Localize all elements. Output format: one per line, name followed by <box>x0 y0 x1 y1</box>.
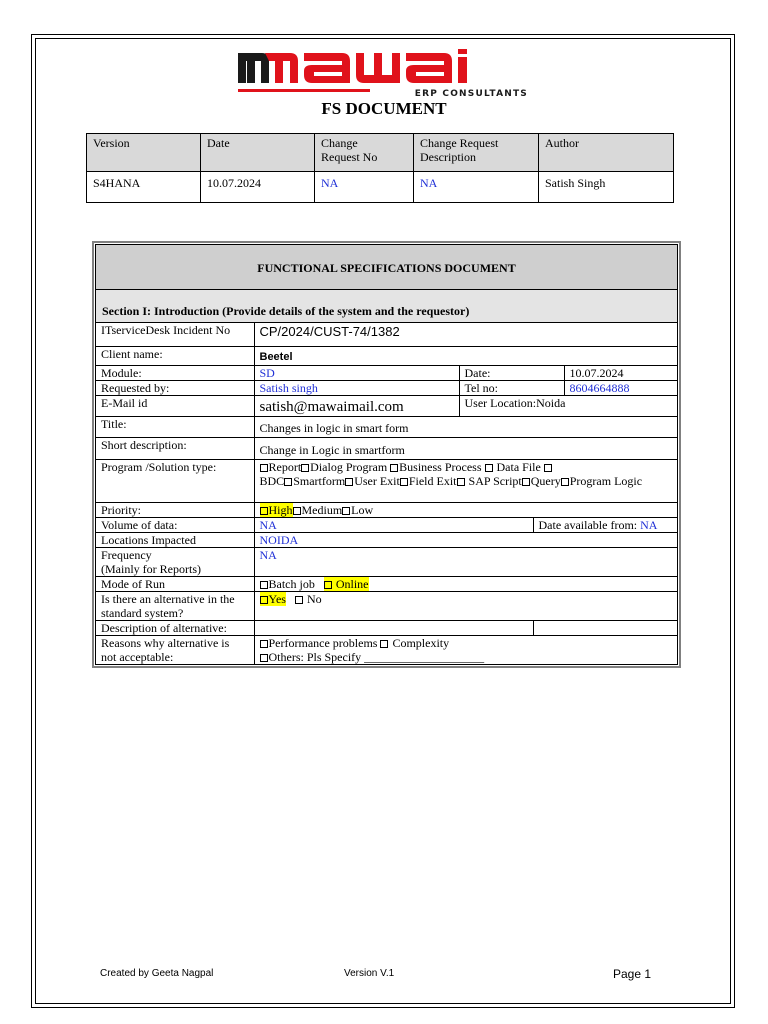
mode-label: Mode of Run <box>96 576 254 591</box>
footer-version: Version V.1 <box>344 968 395 979</box>
row-frequency <box>96 547 677 576</box>
alternative-label: Is there an alternative in the standard system? <box>96 591 254 620</box>
row-mode <box>96 576 677 591</box>
short-label: Short description: <box>96 437 254 459</box>
row-requested <box>96 380 677 395</box>
priority-label: Priority: <box>96 502 254 517</box>
header-change-request-description: Change Request Description <box>414 134 539 172</box>
header-change-request-no: Change Request No <box>315 134 414 172</box>
checkbox-query[interactable] <box>561 478 569 486</box>
version-table <box>86 133 674 203</box>
checkbox-field-exit[interactable] <box>457 478 465 486</box>
row-client <box>96 346 677 365</box>
checkbox-report[interactable] <box>260 464 268 472</box>
reasons-options: Performance problems Complexity Others: Pls Specify ____________________ <box>254 635 677 664</box>
row-alternative <box>96 591 677 620</box>
checkbox-data-file[interactable] <box>485 464 493 472</box>
checkbox-online[interactable] <box>324 581 332 589</box>
checkbox-data-file-2[interactable] <box>544 464 552 472</box>
header-version: Version <box>87 134 201 172</box>
checkbox-high[interactable] <box>260 507 268 515</box>
reasons-label: Reasons why alternative is not acceptable: <box>96 635 254 664</box>
row-reasons <box>96 635 677 664</box>
mode-options: Batch job Online <box>254 576 677 591</box>
row-incident <box>96 323 677 346</box>
mawai-logo-graphic <box>238 47 530 99</box>
checkbox-no[interactable] <box>295 596 303 604</box>
row-short-description <box>96 437 677 459</box>
alternative-options: Yes No <box>254 591 677 620</box>
footer-created-by: Created by Geeta Nagpal <box>100 968 214 979</box>
cell-date: 10.07.2024 <box>201 172 315 203</box>
tel-label: Tel no: <box>459 380 564 395</box>
row-title <box>96 416 677 437</box>
checkbox-low[interactable] <box>342 507 350 515</box>
header-author: Author <box>539 134 674 172</box>
row-priority <box>96 502 677 517</box>
version-table-row <box>87 172 674 203</box>
description-alternative-extra <box>533 620 677 635</box>
footer-page: Page 1 <box>613 967 652 981</box>
row-locations <box>96 532 677 547</box>
others-blank[interactable]: ____________________ <box>364 649 485 664</box>
title-label: Title: <box>96 416 254 437</box>
user-location: User Location:Noida <box>459 395 677 416</box>
checkbox-bdc[interactable] <box>284 478 292 486</box>
cell-version: S4HANA <box>87 172 201 203</box>
checkbox-batch-job[interactable] <box>260 581 268 589</box>
section-heading: Section I: Introduction (Provide details of the system and the requestor) <box>96 290 677 323</box>
mawai-logo <box>238 47 530 99</box>
row-module <box>96 365 677 380</box>
cell-author: Satish Singh <box>539 172 674 203</box>
frequency-value: NA <box>254 547 677 576</box>
description-alternative-value[interactable] <box>254 620 533 635</box>
document-title: FS DOCUMENT <box>321 99 447 118</box>
program-options: Report Dialog Program Business Process Data File BDC Smartform User Exit Field Exit SAP Script Query Program Logic <box>254 459 677 502</box>
requested-label: Requested by: <box>96 380 254 395</box>
short-value: Change in Logic in smartform <box>254 437 677 459</box>
checkbox-others[interactable] <box>260 654 268 662</box>
version-table-header <box>87 134 674 172</box>
date-label: Date: <box>459 365 564 380</box>
tel-value: 8604664888 <box>564 380 677 395</box>
functional-spec-block <box>92 241 681 668</box>
locations-value: NOIDA <box>254 532 677 547</box>
checkbox-smartform[interactable] <box>345 478 353 486</box>
cell-change-request-description: NA <box>414 172 539 203</box>
row-description-alternative <box>96 620 677 635</box>
checkbox-dialog-program[interactable] <box>301 464 309 472</box>
volume-value: NA <box>254 517 533 532</box>
client-value: Beetel <box>254 346 677 365</box>
email-value: satish@mawaimail.com <box>254 395 459 416</box>
program-label: Program /Solution type: <box>96 459 254 502</box>
incident-label: ITserviceDesk Incident No <box>96 323 254 346</box>
cell-change-request-no: NA <box>315 172 414 203</box>
fs-form-table <box>96 323 677 664</box>
volume-label: Volume of data: <box>96 517 254 532</box>
incident-value: CP/2024/CUST-74/1382 <box>254 323 677 346</box>
module-label: Module: <box>96 365 254 380</box>
checkbox-sap-script[interactable] <box>522 478 530 486</box>
client-label: Client name: <box>96 346 254 365</box>
date-value: 10.07.2024 <box>564 365 677 380</box>
logo-tagline: ERP CONSULTANTS <box>414 89 528 99</box>
frequency-label: Frequency (Mainly for Reports) <box>96 547 254 576</box>
email-label: E-Mail id <box>96 395 254 416</box>
module-value: SD <box>254 365 459 380</box>
priority-options: High Medium Low <box>254 502 677 517</box>
checkbox-business-process[interactable] <box>390 464 398 472</box>
locations-label: Locations Impacted <box>96 532 254 547</box>
checkbox-medium[interactable] <box>293 507 301 515</box>
checkbox-yes[interactable] <box>260 596 268 604</box>
date-available: Date available from: NA <box>533 517 677 532</box>
requested-value: Satish singh <box>254 380 459 395</box>
row-volume <box>96 517 677 532</box>
header-date: Date <box>201 134 315 172</box>
description-alternative-label: Description of alternative: <box>96 620 254 635</box>
row-email <box>96 395 677 416</box>
title-value: Changes in logic in smart form <box>254 416 677 437</box>
checkbox-performance[interactable] <box>260 640 268 648</box>
fs-heading: FUNCTIONAL SPECIFICATIONS DOCUMENT <box>96 245 677 290</box>
checkbox-user-exit[interactable] <box>400 478 408 486</box>
row-program-type <box>96 459 677 502</box>
checkbox-complexity[interactable] <box>380 640 388 648</box>
